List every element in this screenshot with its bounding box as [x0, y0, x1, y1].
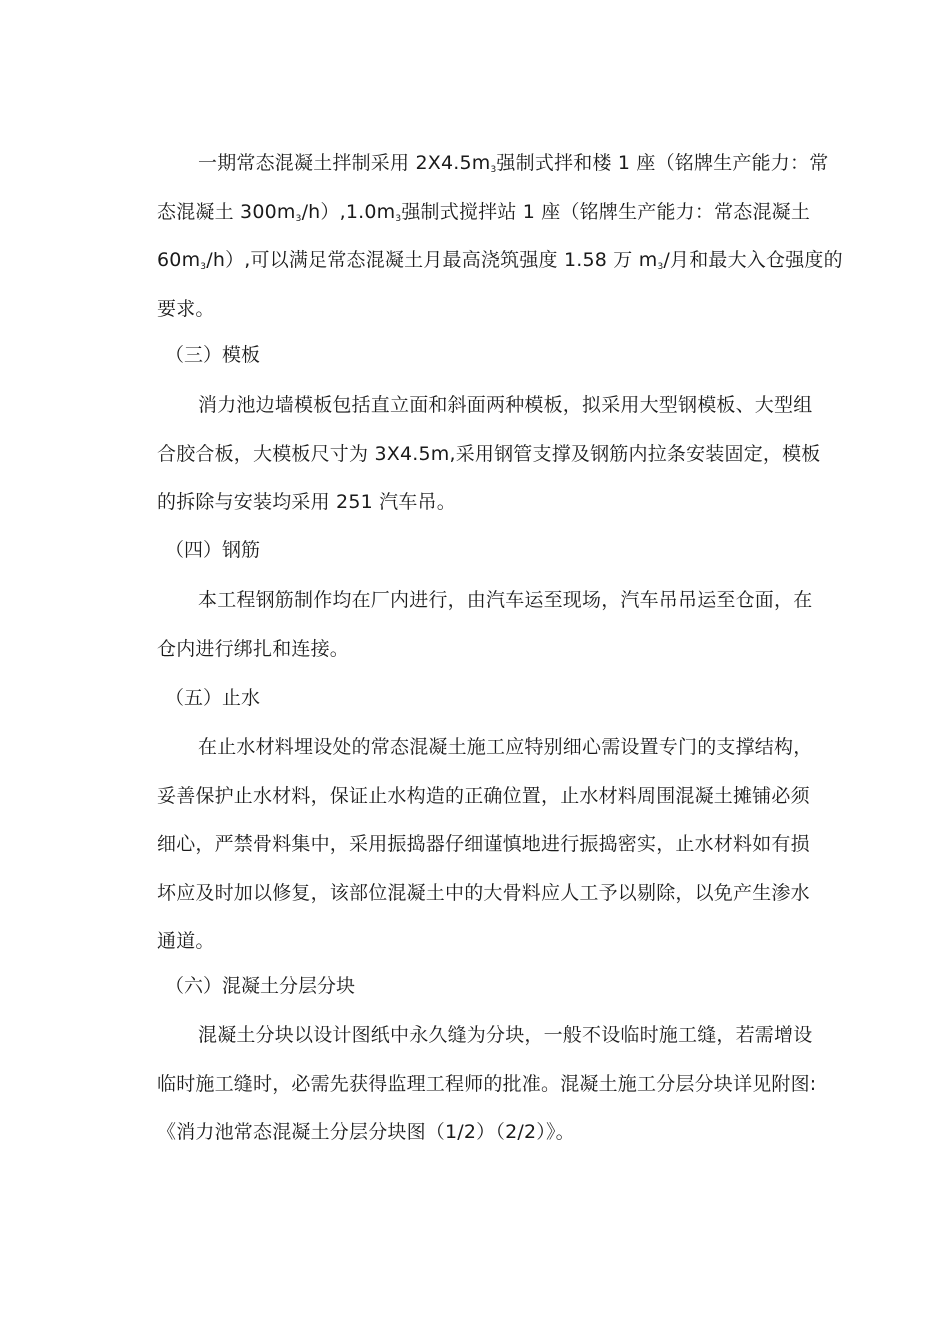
section-heading-rebar: （四）钢筋	[165, 539, 261, 561]
text-line: 消力池边墙模板包括直立面和斜面两种模板，拟采用大型钢模板、大型组	[198, 394, 813, 416]
text-line: 在止水材料埋设处的常态混凝土施工应特别细心需设置专门的支撑结构，	[198, 736, 813, 758]
subscript: 3	[295, 213, 302, 224]
subscript: 3	[657, 262, 664, 272]
paragraph-mixing-plant	[157, 139, 860, 333]
text-run: /h）,1.0m	[301, 200, 396, 223]
section-heading-concrete-layering: （六）混凝土分层分块	[165, 975, 356, 997]
text-run: 一期常态混凝土拌制采用 2X4.5m	[198, 152, 491, 174]
paragraph-formwork	[157, 381, 860, 527]
text-line: 通道。	[157, 930, 215, 952]
text-run: 60m	[157, 249, 201, 271]
text-line: 本工程钢筋制作均在厂内进行，由汽车运至现场，汽车吊吊运至仓面，在	[198, 589, 813, 611]
subscript: 3	[200, 262, 207, 272]
text-line	[157, 236, 860, 285]
text-run: /h）,可以满足常态混凝土月最高浇筑强度 1.58 万 m	[206, 249, 658, 271]
text-line	[157, 139, 860, 188]
text-line: 妥善保护止水材料，保证止水构造的正确位置，止水材料周围混凝土摊铺必须	[157, 784, 810, 807]
text-line: 要求。	[157, 297, 215, 320]
paragraph-concrete-layering	[157, 1011, 860, 1157]
text-line: 细心，严禁骨料集中，采用振捣器仔细谨慎地进行振捣密实，止水材料如有损	[157, 833, 810, 855]
subscript: 3	[490, 165, 497, 175]
section-heading-formwork: （三）模板	[165, 344, 261, 366]
text-run: 态混凝土 300m	[157, 200, 296, 223]
text-line: 混凝土分块以设计图纸中永久缝为分块，一般不设临时施工缝，若需增设	[198, 1024, 813, 1046]
paragraph-waterstop	[157, 723, 860, 966]
text-line: 《消力池常态混凝土分层分块图（1/2）（2/2）》。	[157, 1121, 575, 1143]
text-line: 的拆除与安装均采用 251 汽车吊。	[157, 491, 456, 513]
paragraph-rebar	[157, 576, 860, 673]
text-line: 坏应及时加以修复，该部位混凝土中的大骨料应人工予以剔除，以免产生渗水	[157, 881, 810, 904]
text-line	[157, 188, 860, 237]
section-heading-waterstop: （五）止水	[165, 687, 261, 709]
text-line: 仓内进行绑扎和连接。	[157, 637, 350, 660]
text-run: 强制式搅拌站 1 座（铭牌生产能力：常态混凝土	[401, 200, 811, 223]
text-line: 临时施工缝时，必需先获得监理工程师的批准。混凝土施工分层分块详见附图:	[157, 1072, 817, 1095]
subscript: 3	[395, 213, 402, 224]
text-line: 合胶合板，大模板尺寸为 3X4.5m,采用钢管支撑及钢筋内拉条安装固定，模板	[157, 442, 821, 465]
text-run: 强制式拌和楼 1 座（铭牌生产能力：常	[496, 152, 829, 174]
text-run: /月和最大入仓强度的	[663, 249, 843, 271]
